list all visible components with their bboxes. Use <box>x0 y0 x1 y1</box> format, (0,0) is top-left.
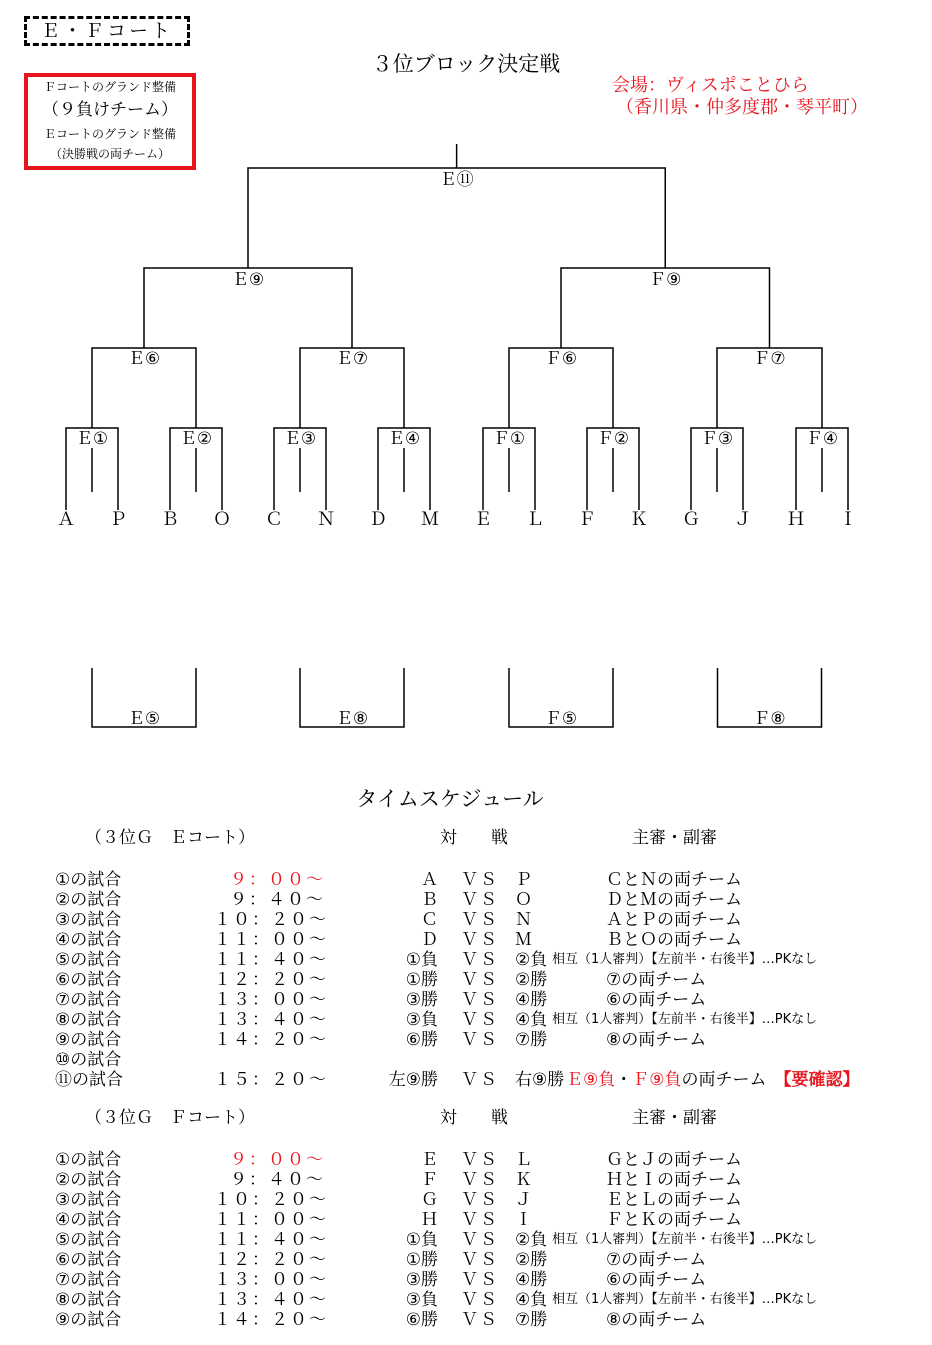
referee-teams: ⑧の両チーム <box>606 1310 707 1330</box>
team-1: ③勝 <box>405 990 438 1010</box>
schedule-row <box>0 1250 932 1270</box>
versus: ＶＳ <box>461 1070 499 1090</box>
match-number: ③の試合 <box>55 910 122 930</box>
match-number: ⑥の試合 <box>55 970 122 990</box>
schedule-row <box>0 1230 932 1250</box>
referee-teams: ＨとＩの両チーム <box>606 1170 742 1190</box>
team-1: 左⑨勝 <box>388 1070 438 1090</box>
team-label: Ｌ <box>526 509 544 530</box>
quarter-final-match-label: Ｅ⑦ <box>335 349 369 369</box>
team-2: 右⑨勝 <box>515 1070 565 1090</box>
first-round-match-label: Ｆ③ <box>700 429 734 449</box>
match-number: ⑩の試合 <box>55 1050 122 1070</box>
start-time: １３：４０～ <box>214 1290 328 1310</box>
start-time: １１：００～ <box>214 930 328 950</box>
team-2: Ｉ <box>515 1210 532 1230</box>
first-round-match-label: Ｆ② <box>596 429 630 449</box>
start-time: ９：００～ <box>230 870 325 890</box>
schedule-row <box>0 1010 932 1030</box>
team-label: Ｄ <box>369 509 387 530</box>
versus: ＶＳ <box>461 930 499 950</box>
match-number: ⑦の試合 <box>55 1270 122 1290</box>
schedule-title: タイムスケジュール <box>356 787 544 811</box>
match-number: ⑨の試合 <box>55 1030 122 1050</box>
schedule-header <box>0 828 932 848</box>
team-1: Ｅ <box>421 1150 438 1170</box>
team-2: ②勝 <box>515 970 548 990</box>
quarter-final-match-label: Ｅ⑥ <box>127 349 161 369</box>
match-number: ⑤の試合 <box>55 950 122 970</box>
referee-note: 相互（1人審判）【左前半・右後半】…PKなし <box>552 1292 818 1307</box>
schedule-row <box>0 890 932 910</box>
match-number: ⑧の試合 <box>55 1290 122 1310</box>
versus: ＶＳ <box>461 990 499 1010</box>
team-1: Ｆ <box>421 1170 438 1190</box>
team-label: Ｋ <box>630 509 648 530</box>
team-1: ⑥勝 <box>405 1030 438 1050</box>
team-label: Ｂ <box>161 509 179 530</box>
schedule-row <box>0 1030 932 1050</box>
start-time: １３：００～ <box>214 1270 328 1290</box>
team-2: ④勝 <box>515 1270 548 1290</box>
schedule-row <box>0 870 932 890</box>
loser-match-label: Ｆ⑤ <box>544 709 578 729</box>
team-label: Ｏ <box>213 509 231 530</box>
team-label: Ｐ <box>109 509 127 530</box>
versus: ＶＳ <box>461 1270 499 1290</box>
team-1: ①勝 <box>405 1250 438 1270</box>
match-number: ⑪の試合 <box>55 1070 123 1090</box>
team-1: Ａ <box>421 870 438 890</box>
quarter-final-match-label: Ｆ⑦ <box>753 349 786 369</box>
team-label: Ａ <box>57 509 75 530</box>
team-2: Ｎ <box>515 910 532 930</box>
schedule-row <box>0 1050 932 1070</box>
match-heading: 対 戦 <box>440 1108 508 1128</box>
referee-teams: ⑥の両チーム <box>606 990 707 1010</box>
referee-team-f9-loser: Ｆ⑨負 <box>632 1070 682 1090</box>
schedule-row <box>0 1270 932 1290</box>
match-number: ⑨の試合 <box>55 1310 122 1330</box>
team-2: Ｌ <box>515 1150 532 1170</box>
match-number: ③の試合 <box>55 1190 122 1210</box>
match-number: ①の試合 <box>55 870 122 890</box>
first-round-match-label: Ｅ③ <box>283 429 317 449</box>
referee-note: 相互（1人審判）【左前半・右後半】…PKなし <box>552 952 818 967</box>
referee-team-e9-loser: Ｅ⑨負 <box>566 1070 616 1090</box>
team-2: Ｍ <box>515 930 532 950</box>
versus: ＶＳ <box>461 1030 499 1050</box>
first-round-match-label: Ｆ① <box>492 429 526 449</box>
match-number: ②の試合 <box>55 890 122 910</box>
team-label: Ｉ <box>839 509 857 530</box>
match-number: ⑧の試合 <box>55 1010 122 1030</box>
loser-match-label: Ｅ⑤ <box>127 709 161 729</box>
loser-match-label: Ｆ⑧ <box>753 709 786 729</box>
referee-note: 相互（1人審判）【左前半・右後半】…PKなし <box>552 1232 818 1247</box>
versus: ＶＳ <box>461 1010 499 1030</box>
team-2: ②負 <box>515 1230 548 1250</box>
court-heading: （３位Ｇ Ｆコート） <box>85 1108 255 1128</box>
match-number: ①の試合 <box>55 1150 122 1170</box>
schedule-row <box>0 1290 932 1310</box>
loser-match-label: Ｅ⑧ <box>335 709 369 729</box>
schedule-row <box>0 1190 932 1210</box>
team-label: Ｎ <box>317 509 335 530</box>
schedule-row <box>0 950 932 970</box>
referee-teams: ＧとＪの両チーム <box>606 1150 742 1170</box>
page-title: ３位ブロック決定戦 <box>371 52 561 76</box>
team-1: Ｂ <box>421 890 438 910</box>
schedule-row <box>0 930 932 950</box>
team-2: Ｏ <box>515 890 532 910</box>
first-round-match-label: Ｆ④ <box>805 429 839 449</box>
referee-teams: ＥとＬの両チーム <box>606 1190 742 1210</box>
team-label: Ｅ <box>474 509 492 530</box>
team-2: ④勝 <box>515 990 548 1010</box>
start-time: １０：２０～ <box>214 910 328 930</box>
court-tag: Ｅ・Ｆコート <box>24 16 190 46</box>
match-number: ⑤の試合 <box>55 1230 122 1250</box>
referee-teams: ⑦の両チーム <box>606 970 707 990</box>
team-1: ①負 <box>405 1230 438 1250</box>
referee-teams <box>566 1070 860 1090</box>
team-label: Ｃ <box>265 509 283 530</box>
team-2: ⑦勝 <box>515 1030 548 1050</box>
match-number: ④の試合 <box>55 930 122 950</box>
versus: ＶＳ <box>461 1230 499 1250</box>
referee-separator: ・ <box>615 1070 633 1090</box>
versus: ＶＳ <box>461 890 499 910</box>
versus: ＶＳ <box>461 1290 499 1310</box>
team-2: ②負 <box>515 950 548 970</box>
team-2: ⑦勝 <box>515 1310 548 1330</box>
team-1: Ｇ <box>421 1190 438 1210</box>
referee-teams: ＣとＮの両チーム <box>606 870 742 890</box>
start-time: １０：２０～ <box>214 1190 328 1210</box>
team-2: Ｋ <box>515 1170 532 1190</box>
team-1: ⑥勝 <box>405 1310 438 1330</box>
schedule-row <box>0 1070 932 1090</box>
start-time: １１：４０～ <box>214 950 328 970</box>
match-heading: 対 戦 <box>440 828 508 848</box>
team-1: Ｃ <box>421 910 438 930</box>
versus: ＶＳ <box>461 910 499 930</box>
notice-line-1: Ｆコートのグランド整備 <box>43 80 176 94</box>
start-time: ９：４０～ <box>230 890 325 910</box>
versus: ＶＳ <box>461 1190 499 1210</box>
start-time: １２：２０～ <box>214 970 328 990</box>
start-time: １４：２０～ <box>214 1030 328 1050</box>
versus: ＶＳ <box>461 1150 499 1170</box>
team-1: ③勝 <box>405 1270 438 1290</box>
team-1: Ｄ <box>421 930 438 950</box>
team-2: Ｊ <box>515 1190 532 1210</box>
team-label: Ｊ <box>734 509 752 530</box>
team-1: ③負 <box>405 1010 438 1030</box>
schedule-header <box>0 1108 932 1128</box>
start-time: １５：２０～ <box>214 1070 328 1090</box>
start-time: ９：００～ <box>230 1150 325 1170</box>
semi-final-match-label: Ｆ⑨ <box>649 270 682 290</box>
referee-heading: 主審・副審 <box>632 1108 717 1128</box>
referee-teams: ＤとＭの両チーム <box>606 890 742 910</box>
referee-teams: ＦとＫの両チーム <box>606 1210 742 1230</box>
start-time: １４：２０～ <box>214 1310 328 1330</box>
team-1: Ｈ <box>421 1210 438 1230</box>
team-2: ④負 <box>515 1010 548 1030</box>
referee-teams: ⑥の両チーム <box>606 1270 707 1290</box>
start-time: ９：４０～ <box>230 1170 325 1190</box>
versus: ＶＳ <box>461 1250 499 1270</box>
versus: ＶＳ <box>461 1310 499 1330</box>
start-time: １３：００～ <box>214 990 328 1010</box>
team-2: ④負 <box>515 1290 548 1310</box>
start-time: １３：４０～ <box>214 1010 328 1030</box>
team-1: ①勝 <box>405 970 438 990</box>
match-number: ⑦の試合 <box>55 990 122 1010</box>
notice-line-4: （決勝戦の両チーム） <box>49 147 170 161</box>
versus: ＶＳ <box>461 1210 499 1230</box>
schedule-row <box>0 910 932 930</box>
schedule-row <box>0 1310 932 1330</box>
versus: ＶＳ <box>461 950 499 970</box>
venue-address: （香川県・仲多度郡・琴平町） <box>616 97 868 118</box>
notice-line-2: （９負けチーム） <box>42 100 178 120</box>
referee-teams: ＢとＯの両チーム <box>606 930 742 950</box>
referee-note: 相互（1人審判）【左前半・右後半】…PKなし <box>552 1012 818 1027</box>
bracket-labels <box>57 170 857 729</box>
first-round-match-label: Ｅ② <box>179 429 213 449</box>
versus: ＶＳ <box>461 1170 499 1190</box>
quarter-final-match-label: Ｆ⑥ <box>544 349 578 369</box>
venue-name: 会場：ヴィスポことひら <box>612 75 809 96</box>
confirm-note: 【要確認】 <box>774 1070 860 1090</box>
match-number: ⑥の試合 <box>55 1250 122 1270</box>
team-2: Ｐ <box>515 870 532 890</box>
match-number: ④の試合 <box>55 1210 122 1230</box>
final-match-label: Ｅ⑪ <box>439 170 474 190</box>
referee-teams: ⑦の両チーム <box>606 1250 707 1270</box>
schedule-row <box>0 970 932 990</box>
match-number: ②の試合 <box>55 1170 122 1190</box>
referee-teams: ＡとＰの両チーム <box>606 910 742 930</box>
schedule-row <box>0 990 932 1010</box>
schedule-row <box>0 1150 932 1170</box>
team-1: ③負 <box>405 1290 438 1310</box>
versus: ＶＳ <box>461 870 499 890</box>
semi-final-match-label: Ｅ⑨ <box>231 270 265 290</box>
referee-heading: 主審・副審 <box>632 828 717 848</box>
referee-teams: ⑧の両チーム <box>606 1030 707 1050</box>
notice-line-3: Ｅコートのグランド整備 <box>43 127 176 141</box>
schedule-row <box>0 1210 932 1230</box>
court-heading: （３位Ｇ Ｅコート） <box>85 828 255 848</box>
schedule-row <box>0 1170 932 1190</box>
team-label: Ｍ <box>421 509 439 530</box>
team-label: Ｇ <box>682 509 700 530</box>
first-round-match-label: Ｅ① <box>75 429 109 449</box>
team-1: ①負 <box>405 950 438 970</box>
versus: ＶＳ <box>461 970 499 990</box>
first-round-match-label: Ｅ④ <box>387 429 421 449</box>
team-label: Ｆ <box>578 509 596 530</box>
team-label: Ｈ <box>787 509 805 530</box>
team-2: ②勝 <box>515 1250 548 1270</box>
start-time: １１：４０～ <box>214 1230 328 1250</box>
start-time: １２：２０～ <box>214 1250 328 1270</box>
referee-tail: の両チーム <box>681 1070 767 1090</box>
start-time: １１：００～ <box>214 1210 328 1230</box>
